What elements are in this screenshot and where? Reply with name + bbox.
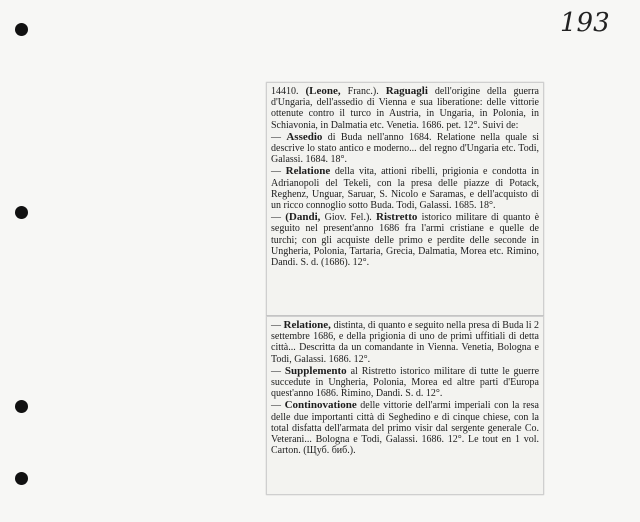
- clipping-text: [271, 320, 539, 456]
- entry-body: al Ristretto istorico militare di tutte le guerre succedute in Ungheria, Polonia, Morea ed altre parti d'Europa quest'anno 1686. Rimino, Dandi. S. d. 12°.: [271, 365, 540, 400]
- binder-hole: [15, 23, 28, 36]
- entry-body: distinta, di quanto e seguito nella presa di Buda li 2 settembre 1686, e della prigionia di uno de primi uffitiali di detta città... Descritta da un comandante in Vienna. Venetia, Bologna e Todi, Galassi. 1686. 12°.: [271, 320, 540, 365]
- entry-author: (Leone,: [305, 85, 341, 97]
- catalog-entry-supplemento: [271, 366, 539, 400]
- entry-title: Supplemento: [284, 364, 347, 377]
- entry-body: delle vittorie dell'armi imperiali con la resa delle due importanti città di Seghedino e di cinque chiese, con la total disfatta dell'armata del primo visir dal sergente generale Co. Veterani... Bologna e Todi, Galassi. 1686. 12°. Le tout en 1 vol. Carton. (Щуб. биб.).: [271, 400, 539, 457]
- binder-hole: [15, 206, 28, 219]
- entry-body: dell'origine della guerra d'Ungaria, dell'assedio di Vienna e sua liberatione: delle vittorie ottenute contro il turco in Austria, in Ungaria, in Polonia, in Schiavonia, in Dalmatia etc. Venetia. 1686. pet. 12°. Suivi de:: [271, 86, 539, 131]
- entry-dash: —: [271, 166, 286, 178]
- entry-dash: —: [271, 131, 287, 143]
- entry-author-given: Franc.).: [340, 86, 386, 97]
- binder-hole: [15, 400, 28, 413]
- entry-title: Relatione: [285, 165, 331, 178]
- entry-title: Relatione,: [283, 319, 331, 331]
- page-number: 193: [560, 8, 610, 38]
- entry-dash: —: [271, 365, 285, 377]
- entry-number: 14410.: [271, 86, 306, 97]
- catalog-entry-assedio: [271, 132, 539, 166]
- binder-hole: [15, 472, 28, 485]
- entry-dash: —: [271, 400, 285, 412]
- entry-title: Ristretto: [376, 211, 418, 224]
- catalog-clipping-bottom: [266, 316, 544, 495]
- entry-title: Assedio: [286, 130, 323, 143]
- entry-body: della vita, attioni ribelli, prigionia e condotta in Adrianopoli del Tekeli, con la presa delle piazze di Potack, Reghenz, Unguar, Saruar, S. Nicolo e Saramas, e dell'acquisto di un ricco connoglio sotto Buda. Todi, Galassi. 1685. 18°.: [271, 166, 539, 212]
- entry-title: Raguagli: [385, 85, 428, 97]
- catalog-clipping-top: [266, 82, 544, 316]
- entry-body: istorico militare di quanto è seguito nel present'anno 1686 fra l'armi cristiane e quelle de turchi; con gli acquiste delle primo e perdite delle seconde in Ungheria, Polonia, Tartaria, Grecia, Dalmatia, Morea etc. Rimino, Dandi. S. d. (1686). 12°.: [271, 212, 540, 269]
- catalog-entry-leone: [271, 86, 539, 131]
- catalog-entry-continovatione: [271, 400, 539, 456]
- clipping-text: [271, 86, 539, 268]
- entry-body: di Buda nell'anno 1684. Relatione nella quale si descrive lo stato antico e moderno... del regno d'Ungaria etc. Todi, Galassi. 1684. 18°.: [271, 131, 539, 166]
- catalog-entry-relatione-buda: [271, 320, 539, 365]
- catalog-entry-relatione-tekeli: [271, 166, 539, 211]
- catalog-entry-dandi: [271, 212, 539, 268]
- entry-dash: —: [271, 212, 286, 224]
- entry-author: (Dandi,: [285, 211, 321, 224]
- entry-author-given: Giov. Fel.).: [320, 212, 377, 224]
- entry-dash: —: [271, 320, 284, 331]
- entry-title: Continovatione: [284, 399, 357, 412]
